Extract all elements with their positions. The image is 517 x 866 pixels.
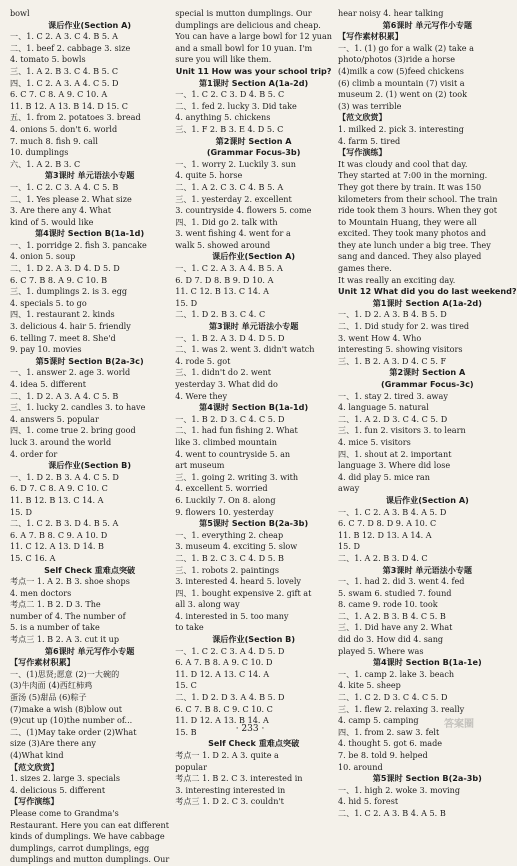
answer-line: 11. B 12. D 13. A 14. A bbox=[338, 529, 432, 540]
answer-line: they ate lunch under a big tree. They bbox=[338, 239, 491, 250]
answer-line: 四、1. C 2. A 3. A 4. C 5. D bbox=[10, 77, 119, 88]
answer-line: art museum bbox=[175, 460, 225, 471]
answer-line: 一、1. B 2. D 3. C 4. C 5. D bbox=[175, 413, 285, 424]
answer-line: 4. specials 5. to go bbox=[10, 297, 87, 308]
answer-line: 3. interesting interested in bbox=[175, 784, 286, 795]
answer-line: 四、1. come true 2. bring good bbox=[10, 425, 136, 436]
answer-line: yesterday 3. What did do bbox=[175, 379, 278, 389]
answer-line: 4. men doctors bbox=[10, 587, 72, 598]
section-heading: 第5课时 Section B(2a-3b) bbox=[372, 773, 482, 784]
answer-line: 二、1. A 2. B 3. D 4. C bbox=[338, 552, 428, 563]
answer-line: 一、1. D 2. B 3. A 4. C 5. D bbox=[10, 471, 119, 482]
answer-line: (3) was terrible bbox=[338, 100, 402, 111]
answer-line: 4. camp 5. camping bbox=[338, 715, 419, 726]
answer-line: 11. B 12. A 13. B 14. D 15. C bbox=[10, 100, 128, 111]
column-right bbox=[338, 8, 517, 818]
answer-line: 二、1. C 2. A 3. B 4. A 5. B bbox=[338, 807, 446, 818]
answer-line: 二、1. D 2. D 3. A 4. B 5. D bbox=[175, 692, 285, 703]
answer-line: 3. delicious 4. hair 5. friendly bbox=[10, 321, 131, 332]
answer-line: 6. D 7. C 8. A 9. C 10. C bbox=[10, 483, 108, 494]
answer-line: 6. A 7. B 8. A 9. C 10. D bbox=[175, 657, 273, 668]
answer-line: 三、1. fun 2. visitors 3. to learn bbox=[338, 425, 466, 436]
section-heading: Self Check 重难点突破 bbox=[44, 564, 136, 575]
answer-line: sure you will like them. bbox=[175, 54, 272, 65]
answer-line: 三、1. A 2. B 3. C 4. B 5. C bbox=[10, 65, 119, 76]
answer-line: They got there by train. It was 150 bbox=[338, 181, 482, 192]
answer-line: 4. did play 5. mice ran bbox=[338, 471, 430, 482]
answer-line: 4. farm 5. tired bbox=[338, 135, 401, 146]
answer-line: 二、1. C 2. D 3. C 4. C 5. D bbox=[338, 692, 448, 703]
answer-line: dumplings and mutton dumplings. Our bbox=[10, 854, 170, 865]
section-heading: 第1课时 Section A(1a-2d) bbox=[372, 297, 482, 308]
answer-line: 5. swam 6. studied 7. found bbox=[338, 587, 452, 598]
section-heading: 第5课时 Section B(2a-3b) bbox=[199, 518, 309, 529]
answer-line: 11. C 12. A 13. D 14. B bbox=[10, 541, 104, 552]
section-heading: 第3课时 单元语法小专题 bbox=[382, 564, 473, 575]
answer-line: 三、1. robots 2. paintings bbox=[175, 564, 279, 575]
answer-line: 15. B bbox=[175, 726, 197, 737]
section-heading: Unit 11 How was your school trip? bbox=[175, 65, 332, 76]
answer-line: 6. Luckily 7. On 8. along bbox=[175, 494, 276, 505]
answer-line: 一、1. C 2. C 3. D 4. B 5. C bbox=[175, 89, 285, 100]
answer-line: 6. D 7. D 8. B 9. D 10. A bbox=[175, 274, 274, 285]
answer-line: 考点二 1. B 2. C 3. interested in bbox=[175, 773, 303, 784]
answer-line: and a small bowl for 10 yuan. I'm bbox=[175, 42, 313, 53]
answer-line: They started at 7:00 in the morning. bbox=[338, 170, 488, 181]
answer-line: Restaurant. Here you can eat different bbox=[10, 819, 169, 830]
answer-line: 二、1. B 2. C 3. C 4. D 5. B bbox=[175, 552, 284, 563]
answer-line: 15. D bbox=[175, 297, 198, 308]
answer-line: 4. idea 5. different bbox=[10, 379, 86, 389]
answer-line: 11. C 12. B 13. C 14. A bbox=[175, 286, 269, 297]
answer-line: 四、1. Did go 2. talk with bbox=[175, 216, 278, 227]
answer-line: 二、1. had fun fishing 2. What bbox=[175, 425, 298, 436]
answer-line: It was cloudy and cool that day. bbox=[338, 158, 468, 169]
answer-line: 4. tomato 5. bowls bbox=[10, 54, 86, 65]
answer-line: interesting 5. showing visitors bbox=[338, 344, 463, 355]
section-heading: 第2课时 Section A bbox=[215, 135, 292, 146]
answer-line: 一、1. C 2. A 3. A 4. B 5. A bbox=[175, 263, 283, 274]
answer-line: 二、1. Yes please 2. What size bbox=[10, 193, 132, 204]
answer-line: 蛋汤 (5)甜品 (6)粽子 bbox=[10, 692, 87, 703]
section-heading: 第2课时 Section A bbox=[389, 367, 466, 378]
answer-line: 4. thought 5. got 6. made bbox=[338, 738, 443, 749]
answer-line: 3. museum 4. exciting 5. slow bbox=[175, 541, 298, 552]
answer-line: 7. be 8. told 9. helped bbox=[338, 750, 428, 760]
section-heading: (Grammar Focus-3b) bbox=[206, 147, 301, 158]
answer-line: popular bbox=[175, 761, 207, 772]
answer-line: 三、1. yesterday 2. excellent bbox=[175, 193, 292, 204]
answer-line: 四、1. from 2. saw 3. felt bbox=[338, 726, 440, 737]
section-heading: 第4课时 Section B(1a-1e) bbox=[372, 657, 482, 668]
answer-line: 3. countryside 4. flowers 5. come bbox=[175, 205, 312, 216]
answer-line: to take bbox=[175, 622, 204, 633]
answer-line: 【写作素材积累】 bbox=[10, 657, 75, 668]
answer-line: ride took them 3 hours. When they got bbox=[338, 205, 498, 216]
answer-line: 一、1. B 2. A 3. D 4. D 5. D bbox=[175, 332, 285, 343]
answer-line: 一、1. stay 2. tired 3. away bbox=[338, 390, 448, 401]
column-left bbox=[10, 8, 170, 865]
answer-line: 一、1. high 2. woke 3. moving bbox=[338, 784, 461, 795]
answer-line: 4. excellent 5. worried bbox=[175, 483, 268, 494]
answer-line: 4. language 5. natural bbox=[338, 402, 429, 413]
section-heading: 第4课时 Section B(1a-1d) bbox=[35, 228, 145, 239]
answer-line: 4. kite 5. sheep bbox=[338, 680, 401, 691]
answer-line: 三、1. dumplings 2. is 3. egg bbox=[10, 286, 128, 297]
answer-line: walk 5. showed around bbox=[175, 239, 271, 250]
answer-line: 4. anything 5. chickens bbox=[175, 112, 271, 123]
answer-line: 考点三 1. D 2. C 3. couldn't bbox=[175, 796, 284, 807]
answer-line: (7)make a wish (8)blow out bbox=[10, 703, 123, 714]
answer-line: luck 3. around the world bbox=[10, 436, 112, 447]
answer-line: kinds of dumplings. We have cabbage bbox=[10, 831, 165, 842]
answer-line: 三、1. F 2. B 3. E 4. D 5. C bbox=[175, 123, 284, 134]
answer-line: bowl bbox=[10, 8, 30, 18]
answer-line: 一、1. camp 2. lake 3. beach bbox=[338, 668, 455, 679]
answer-line: sang and danced. They also played bbox=[338, 251, 482, 262]
answer-line: like 3. climbed mountain bbox=[175, 436, 277, 447]
answer-line: 考点一 1. D 2. A 3. quite a bbox=[175, 750, 279, 760]
answer-line: 四、1. shout at 2. important bbox=[338, 448, 452, 459]
answer-line: 二、1. C 2. B 3. D 4. B 5. A bbox=[10, 518, 119, 529]
section-heading: Unit 12 What did you do last weekend? bbox=[338, 286, 517, 297]
answer-line: away bbox=[338, 483, 360, 494]
answer-line: It was really an exciting day. bbox=[338, 274, 456, 285]
answer-line: 4. quite 5. horse bbox=[175, 170, 243, 181]
answer-line: 一、1. everything 2. cheap bbox=[175, 529, 284, 540]
answer-line: 6. telling 7. meet 8. She'd bbox=[10, 332, 116, 343]
answer-line: played 5. Where was bbox=[338, 645, 424, 656]
section-heading: (Grammar Focus-3c) bbox=[381, 379, 474, 389]
watermark-logo: 答案圈 bbox=[444, 718, 474, 730]
answer-line: 一、1. C 2. A 3. B 4. A 5. D bbox=[338, 506, 447, 517]
answer-line: 4. hid 5. forest bbox=[338, 796, 399, 807]
answer-line: hear noisy 4. hear talking bbox=[338, 8, 444, 18]
answer-line: games there. bbox=[338, 263, 392, 274]
answer-line: 4. Were they bbox=[175, 390, 228, 401]
answer-line: 10. around bbox=[338, 761, 383, 772]
answer-line: 9. pay 10. movies bbox=[10, 344, 82, 355]
section-heading: 第4课时 Section B(1a-1d) bbox=[199, 402, 309, 413]
answer-line: 考点三 1. B 2. A 3. cut it up bbox=[10, 634, 120, 645]
answer-line: dumplings, carrot dumplings, egg bbox=[10, 842, 150, 853]
answer-line: 3. went fishing 4. went for a bbox=[175, 228, 291, 239]
answer-line: 4. answers 5. popular bbox=[10, 413, 99, 424]
answer-line: kind of 5. would like bbox=[10, 216, 94, 227]
answer-line: 二、1. Did study for 2. was tired bbox=[338, 321, 470, 332]
answer-line: 7. much 8. fish 9. call bbox=[10, 135, 98, 146]
answer-line: 三、1. flew 2. relaxing 3. really bbox=[338, 703, 465, 714]
answer-line: (6) climb a mountain (7) visit a bbox=[338, 77, 465, 88]
answer-line: 【写作素材积累】 bbox=[338, 31, 403, 42]
answer-line: to Mountain Huang, they were all bbox=[338, 216, 477, 227]
answer-line: kilometers from their school. The train bbox=[338, 193, 498, 204]
answer-line: 3. Are there any 4. What bbox=[10, 205, 111, 216]
answer-line: special is mutton dumplings. Our bbox=[175, 8, 312, 18]
section-heading: 第6课时 单元写作小专题 bbox=[44, 645, 135, 656]
answer-line: 10. dumplings bbox=[10, 147, 69, 158]
section-heading: 第6课时 单元写作小专题 bbox=[382, 19, 473, 30]
answer-line: 11. B 12. B 13. C 14. A bbox=[10, 494, 104, 505]
answer-line: 15. C 16. A bbox=[10, 552, 56, 563]
answer-line: 五、1. from 2. potatoes 3. bread bbox=[10, 112, 141, 123]
answer-line: 二、1. A 2. B 3. B 4. C 5. B bbox=[338, 610, 446, 621]
answer-line: 3. interested 4. heard 5. lovely bbox=[175, 576, 302, 587]
answer-line: 15. D bbox=[338, 541, 360, 552]
section-heading: 课后作业(Section A) bbox=[212, 251, 296, 262]
answer-line: 【写作演练】 bbox=[10, 796, 59, 807]
answer-line: 【范文欣赏】 bbox=[338, 112, 387, 123]
answer-line: 6. C 7. B 8. C 9. C 10. C bbox=[175, 703, 273, 714]
answer-line: 4. interested in 5. too many bbox=[175, 610, 289, 621]
answer-line: Please come to Grandma's bbox=[10, 807, 119, 818]
answer-line: 4. delicious 5. different bbox=[10, 784, 106, 795]
section-heading: 第3课时 单元语法小专题 bbox=[208, 321, 299, 332]
answer-line: 一、1. had 2. did 3. went 4. fed bbox=[338, 576, 465, 587]
answer-line: (4)What kind bbox=[10, 750, 64, 760]
answer-line: (3)牛肉面 (4)西红柿鸡 bbox=[10, 680, 93, 691]
answer-line: 二、1. A 2. D 3. C 4. C 5. D bbox=[338, 413, 448, 424]
answer-line: 考点二 1. B 2. D 3. The bbox=[10, 599, 101, 610]
answer-line: 4. onions 5. don't 6. world bbox=[10, 123, 118, 134]
answer-line: 4. went to countryside 5. an bbox=[175, 448, 291, 459]
answer-line: 二、1. beef 2. cabbage 3. size bbox=[10, 42, 131, 53]
answer-line: all 3. along way bbox=[175, 599, 240, 610]
answer-line: language 3. Where did lose bbox=[338, 460, 451, 471]
answer-line: 4. onion 5. soup bbox=[10, 251, 76, 262]
answer-line: 二、1. D 2. A 3. A 4. C 5. B bbox=[10, 390, 119, 401]
section-heading: 第3课时 单元语法小专题 bbox=[44, 170, 135, 181]
page-number: · 233 · bbox=[235, 724, 265, 734]
answer-line: 6. C 7. B 8. A 9. C 10. B bbox=[10, 274, 108, 285]
answer-line: size (3)Are there any bbox=[10, 738, 97, 749]
answer-line: 9. flowers 10. yesterday bbox=[175, 506, 274, 517]
answer-line: 4. order for bbox=[10, 448, 58, 459]
answer-line: 一、1. answer 2. age 3. world bbox=[10, 367, 131, 378]
answer-line: 3. went How 4. Who bbox=[338, 332, 422, 343]
answer-line: 一、1. porridge 2. fish 3. pancake bbox=[10, 239, 147, 250]
answer-line: 三、1. B 2. A 3. D 4. C 5. F bbox=[338, 355, 447, 366]
answer-line: 6. C 7. C 8. A 9. C 10. A bbox=[10, 89, 108, 100]
answer-line: 15. C bbox=[175, 680, 197, 691]
answer-line: 二、(1)May take order (2)What bbox=[10, 726, 137, 737]
answer-line: dumplings are delicious and cheap. bbox=[175, 19, 321, 30]
answer-line: 1. milked 2. pick 3. interesting bbox=[338, 123, 464, 134]
answer-line: 15. D bbox=[10, 506, 32, 517]
answer-line: 一、1. C 2. A 3. C 4. B 5. A bbox=[10, 31, 118, 42]
section-heading: 课后作业(Section B) bbox=[48, 460, 132, 471]
section-heading: Self Check 重难点突破 bbox=[208, 738, 300, 749]
answer-line: 二、1. fed 2. lucky 3. Did take bbox=[175, 100, 297, 111]
answer-line: 一、1. worry 2. Luckily 3. sun bbox=[175, 158, 296, 169]
section-heading: 第1课时 Section A(1a-2d) bbox=[199, 77, 309, 88]
answer-line: 二、1. D 2. B 3. C 4. C bbox=[175, 309, 266, 320]
answer-line: 1. sizes 2. large 3. specials bbox=[10, 773, 121, 784]
answer-line: 11. D 12. A 13. B 14. A bbox=[175, 715, 269, 726]
answer-line: 考点一 1. A 2. B 3. shoe shops bbox=[10, 576, 130, 587]
answer-line: number of 4. The number of bbox=[10, 610, 126, 621]
answer-line: 二、1. was 2. went 3. didn't watch bbox=[175, 344, 315, 355]
answer-line: 三、1. didn't do 2. went bbox=[175, 367, 272, 378]
answer-line: 四、1. restaurant 2. kinds bbox=[10, 309, 115, 320]
answer-line: 四、1. bought expensive 2. gift at bbox=[175, 587, 312, 598]
answer-line: 三、1. Did have any 2. What bbox=[338, 622, 453, 633]
answer-line: 8. came 9. rode 10. took bbox=[338, 599, 438, 610]
answer-line: museum 2. (1) went on (2) took bbox=[338, 89, 468, 100]
section-heading: 课后作业(Section A) bbox=[385, 494, 469, 505]
answer-line: 一、1. C 2. C 3. A 4. D 5. D bbox=[175, 645, 285, 656]
answer-line: (4)milk a cow (5)feed chickens bbox=[338, 65, 464, 76]
answer-line: 六、1. A 2. B 3. C bbox=[10, 158, 81, 169]
answer-line: 三、1. lucky 2. candles 3. to have bbox=[10, 402, 146, 413]
answer-line: 【范文欣赏】 bbox=[10, 761, 59, 772]
section-heading: 第5课时 Section B(2a-3c) bbox=[35, 355, 144, 366]
answer-line: excited. They took many photos and bbox=[338, 228, 487, 239]
answer-line: 6. C 7. D 8. D 9. A 10. C bbox=[338, 518, 437, 529]
answer-line: 6. A 7. B 8. C 9. A 10. D bbox=[10, 529, 108, 540]
answer-line: 5. is a number of take bbox=[10, 622, 100, 633]
answer-line: You can have a large bowl for 12 yuan bbox=[175, 31, 333, 42]
section-heading: 课后作业(Section B) bbox=[212, 634, 296, 645]
section-heading: 课后作业(Section A) bbox=[48, 19, 132, 30]
answer-line: 一、1. D 2. A 3. B 4. B 5. D bbox=[338, 309, 447, 320]
answer-line: 【写作演练】 bbox=[338, 147, 387, 158]
answer-line: (9)cut up (10)the number of... bbox=[10, 715, 133, 726]
answer-line: 4. mice 5. visitors bbox=[338, 436, 411, 447]
answer-line: 二、1. D 2. A 3. D 4. D 5. D bbox=[10, 263, 120, 274]
answer-line: did do 3. How did 4. sang bbox=[338, 634, 444, 645]
answer-line: 一、(1)思贤;愿意 (2)一大碗的 bbox=[10, 668, 120, 679]
answer-line: 11. D 12. A 13. C 14. A bbox=[175, 668, 270, 679]
answer-line: 二、1. A 2. C 3. C 4. B 5. A bbox=[175, 181, 284, 192]
answer-line: 4. rode 5. got bbox=[175, 355, 231, 366]
answer-line: 一、1. (1) go for a walk (2) take a bbox=[338, 42, 474, 53]
answer-line: 一、1. C 2. C 3. A 4. C 5. B bbox=[10, 181, 119, 192]
answer-line: photo/photos (3)ride a horse bbox=[338, 54, 456, 65]
answer-line: 三、1. going 2. writing 3. with bbox=[175, 471, 299, 482]
